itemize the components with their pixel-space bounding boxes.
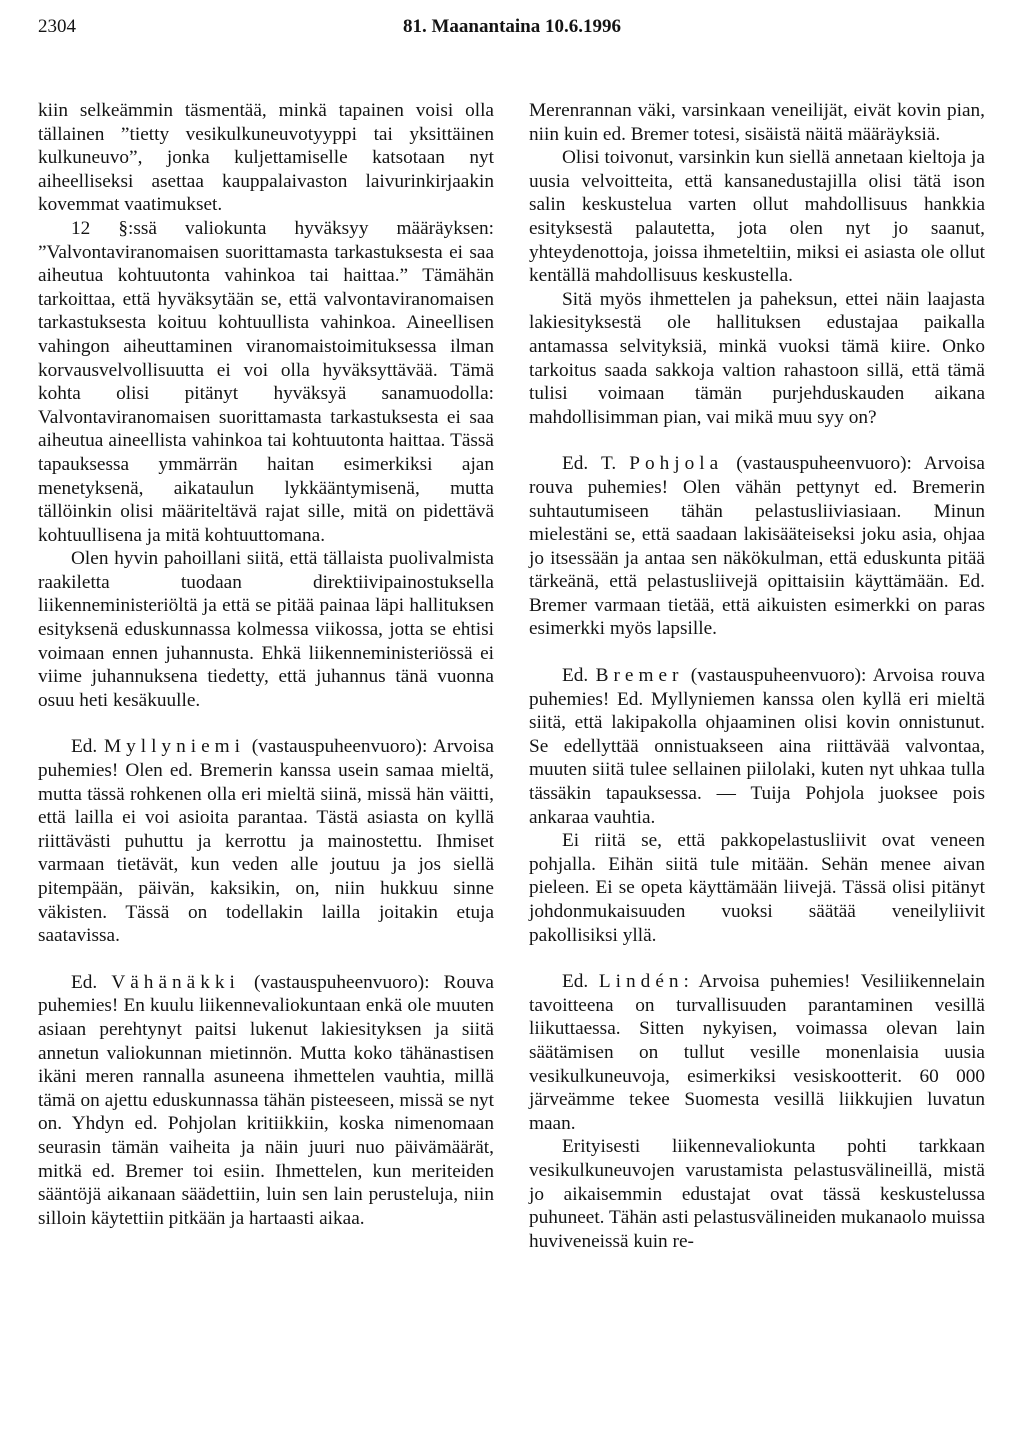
- speaker-name: Myllyniemi: [103, 736, 245, 758]
- speaker-prefix: Ed.: [71, 971, 98, 993]
- paragraph: 12 §:ssä valiokunta hyväksyy määräyksen: ”Valvontaviranomaisen suorittamasta tarkastuksesta ei saa aiheutua kohtuutonta vahinkoa tai haittaa.” Tämähän tarkoittaa, että hyväksytään se, että valvontaviranomaisen tarkastuksesta koituu kohtuullista vahinkoa. Aineellisen vahingon aiheuttaminen viranomaistoimituksessa ilman korvausvelvollisuutta ei voi olla hyväksyttävää. Tämä kohta olisi pitänyt hyväksyä sanamuodolla: Valvontaviranomaisen suorittamasta tarkastuksesta ei saa aiheutua aineellista vahinkoa tai kohtuutonta haittaa. Tässä tapauksessa ymmärrän haitan esimerkiksi ajan menetyksenä, aikataulun lykkääntymisenä, mutta tällöinkin olisi määriteltävä rajat sille, mitä on pidettävä kohtuullisena ja mitä kohtuuttomana.: [38, 217, 494, 546]
- speaker-prefix: Ed.: [562, 665, 589, 687]
- paragraph: Olen hyvin pahoillani siitä, että tällaista puolivalmista raakiletta tuodaan direktiivipainostuksella liikenneministeriöltä ja että se pitää painaa läpi hallituksen esityksenä eduskunnassa kolmessa viikossa, jotta se ehtisi voimaan ennen juhannusta. Ehkä liikenneministeriössä ei viime juhannuksena tiedetty, että juhannus tänä vuonna osuu heti kesäkuulle.: [38, 548, 494, 711]
- paragraph: kiin selkeämmin täsmentää, minkä tapainen voisi olla tällainen ”tietty vesikulkuneuvotyyppi tai yksittäinen kulkuneuvo”, jonka kuljettamiselle katsotaan nyt aiheelliseksi asettaa kauppalaivaston laivurinkirjaakin kovemmat vaatimukset.: [38, 100, 494, 216]
- speech-text: (vastauspuheenvuoro): Arvoisa puhemies! Olen ed. Bremerin kanssa usein samaa mieltä, mutta tässä rohkenen olla eri mieltä siinä, missä hän väitti, että lailla ei voi asioita parantaa. Tästä asiasta on kyllä riittävästi puhuttu ja kerrottu ja mainostettu. Ihmiset varmaan tietävät, kun veden alle joutuu ja jos siellä pitempään, päivän, kaksikin, on, niin hukkuu sinne väkisten. Tässä on todellakin lailla joitakin etuja saatavissa.: [38, 736, 494, 947]
- paragraph: Erityisesti liikennevaliokunta pohti tarkkaan vesikulkuneuvojen varustamista pelastusvälineillä, mistä jo aikaisemmin edustajat ovat tässä keskustelussa puhuneet. Tähän asti pelastusvälineiden mukanaolo muissa huviveneissä kuin re-: [529, 1136, 985, 1252]
- paragraph: Ei riitä se, että pakkopelastusliivit ovat veneen pohjalla. Eihän siitä tule mitään. Sehän menee aivan pieleen. Ei se opeta käyttämään liivejä. Tässä olisi pitänyt johdonmukaisuuden vuoksi säätää veneilyliivit pakollisiksi yllä.: [529, 830, 985, 946]
- speech-text: (vastauspuheenvuoro): Arvoisa rouva puhemies! Olen vähän pettynyt ed. Bremerin suhtautumiseen tähän pelastusliiviasiaan. Minun mielestäni se, että saadaan lakisääteiseksi joku asia, ohjaa jo itsessään ja antaa sen näkökulman, että eduskunta pitää tärkeänä, että pelastusliivejä opittaisiin käyttämään. Ed. Bremer varmaan tietää, että aikuisten esimerkki on paras esimerkki myös lapsille.: [529, 453, 985, 640]
- speech-text: (vastauspuheenvuoro): Rouva puhemies! En kuulu liikennevaliokuntaan enkä ole muuten asiaan perehtynyt paitsi lukenut lakiesityksen ja siitä annetun valiokunnan mietinnön. Mutta koko tähänastisen ikäni meren rannalla asuneena ihmettelen vauhtia, millä tämä on ajettu eduskunnassa tähän pisteeseen, missä se nyt on. Yhdyn ed. Pohjolan kritiikkiin, koska nimenomaan seurasin tämän vaiheita ja näin juuri nuo päivämäärät, mitkä ed. Bremer toi esiin. Ihmettelen, kun meriteiden sääntöjä aikanaan säädettiin, luin sen lain perusteluja, niin silloin käytettiin pitkään ja hartaasti aikaa.: [38, 971, 494, 1229]
- speech-paragraph: [38, 971, 494, 1231]
- speaker-prefix: Ed.: [71, 736, 98, 758]
- speech-text: (vastauspuheenvuoro): Arvoisa rouva puhemies! Ed. Myllyniemen kanssa olen kyllä eri mieltä siitä, että lakipakolla ohjaaminen olisi kovin onnistunut. Se edellyttää onnistuakseen aina riittävää valvontaa, muuten siitä tulee sellainen piilolaki, kuten nyt uhkaa tulla tässäkin tapauksessa. — Tuija Pohjola juoksee pois ankaraa vauhtia.: [529, 665, 985, 828]
- speech-text: : Arvoisa puhemies! Vesiliikennelain tavoitteena on turvallisuuden parantaminen vesillä liikuttaessa. Sitten nykyisen, voimassa olevan lain säätämisen on tullut vesille monenlaisia uusia vesikulkuneuvoja, esimerkiksi vesiskootterit. 60 000 järveämme tekee Suomesta vesillä liikkujien luvatun maan.: [529, 971, 985, 1134]
- right-column: [529, 99, 985, 1253]
- paragraph: Sitä myös ihmettelen ja paheksun, ettei näin laajasta lakiesityksestä ole hallituksen edustajaa paikalla antamassa selvityksiä, minkä vuoksi tämä kiire. Onko tarkoitus saada sakkoja valtion rahastoon sillä, että tämä tulisi voimaan tämän purjehduskauden aikana mahdollisimman pian, vai mikä muu syy on?: [529, 288, 985, 428]
- paragraph: Olisi toivonut, varsinkin kun siellä annetaan kieltoja ja uusia velvoitteita, että kansanedustajilla olisi tätä ison salin keskustelua varten ollut mahdollisuus hankkia esityksestä palautetta, jota olen nyt jo saanut, yhteydenottoja, joissa ihmeteltiin, miksi ei asiasta ole ollut kentällä mahdollisuus keskustella.: [529, 147, 985, 287]
- page-number: 2304: [38, 16, 76, 37]
- speaker-prefix: Ed.: [562, 971, 589, 993]
- speech-paragraph: [529, 970, 985, 1135]
- speech-paragraph: [38, 735, 494, 947]
- page-header: [0, 16, 1024, 46]
- speaker-prefix: Ed. T.: [562, 453, 617, 475]
- speaker-name: Lindén: [598, 971, 684, 993]
- running-head: 81. Maanantaina 10.6.1996: [403, 16, 621, 37]
- paragraph: Merenrannan väki, varsinkaan veneilijät, eivät kovin pian, niin kuin ed. Bremer totesi, sisäistä näitä määräyksiä.: [529, 100, 985, 145]
- speech-paragraph: [529, 664, 985, 829]
- left-column: [38, 99, 494, 1230]
- speaker-name: Bremer: [595, 665, 684, 687]
- speech-paragraph: [529, 452, 985, 641]
- speaker-name: Vähänäkki: [111, 971, 240, 993]
- speaker-name: Pohjola: [629, 453, 724, 475]
